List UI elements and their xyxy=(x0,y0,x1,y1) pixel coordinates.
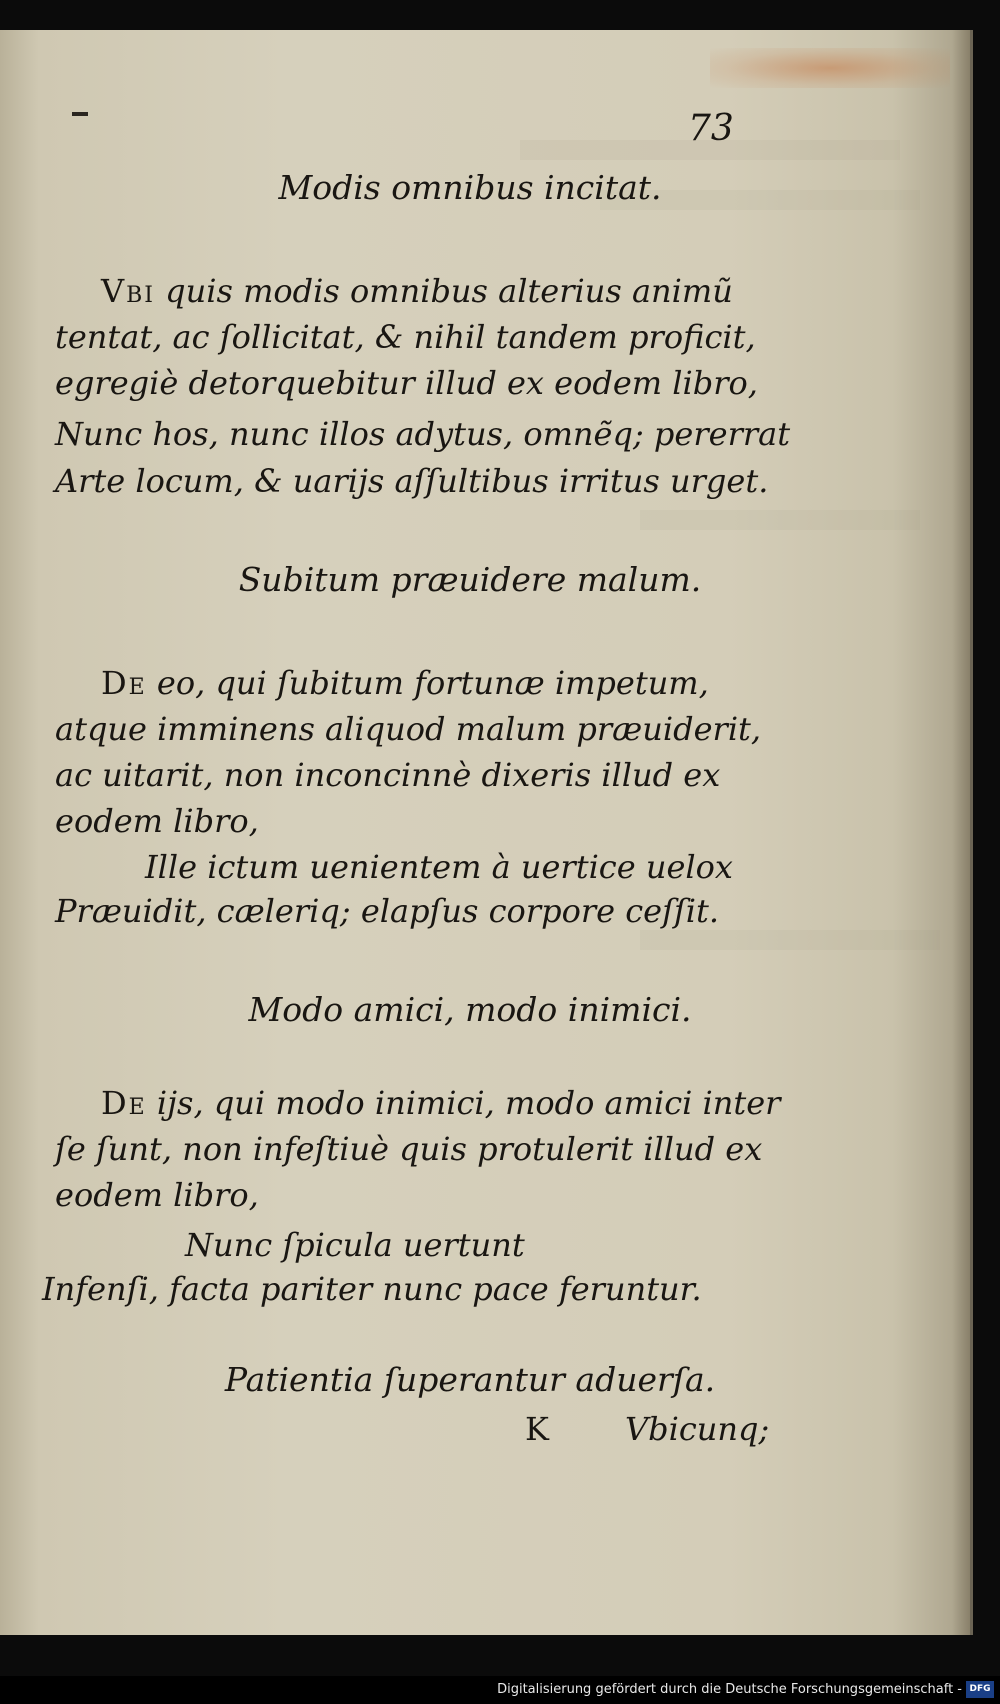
verse-line: Nunc ſpicula uertunt xyxy=(185,1226,525,1264)
paragraph-initial: Vbi xyxy=(101,272,155,310)
footer-bar xyxy=(0,1676,1000,1704)
signature-mark: K xyxy=(525,1410,549,1448)
verse-line: Arte locum, & uarijs aſſultibus irritus urget. xyxy=(55,462,769,500)
section-paragraph xyxy=(55,660,795,844)
verse-line: Præuidit, cæleriq; elapſus corpore ceſſit. xyxy=(55,892,720,930)
catchword: Vbicunq; xyxy=(625,1410,770,1448)
section-heading: Subitum præuidere malum. xyxy=(238,560,702,599)
paragraph-text: quis modis omnibus alterius animũ tentat, ac ſollicitat, & nihil tandem proficit, egregiè detorquebitur illud ex eodem libro, xyxy=(55,272,758,402)
section-heading: Modis omnibus incitat. xyxy=(278,168,662,207)
paragraph-initial: De xyxy=(101,664,147,702)
verse-line: Nunc hos, nunc illos adytus, omnẽq; pererrat xyxy=(55,415,791,453)
book-page xyxy=(0,30,973,1635)
paragraph-text: ijs, qui modo inimici, modo amici inter ſe ſunt, non infeſtiuè quis protulerit illud ex eodem libro, xyxy=(55,1084,781,1214)
section-paragraph xyxy=(55,1080,795,1218)
show-through-line xyxy=(640,510,920,530)
paper-stain xyxy=(710,48,950,88)
margin-mark xyxy=(72,112,88,116)
paragraph-text: eo, qui ſubitum fortunæ impetum, atque imminens aliquod malum præuiderit, ac uitarit, non inconcinnè dixeris illud ex eodem libro, xyxy=(55,664,762,840)
verse-line: Ille ictum uenientem à uertice uelox xyxy=(145,848,733,886)
verse-line: Infenſi, facta pariter nunc pace feruntur. xyxy=(42,1270,702,1308)
dfg-logo: DFG xyxy=(966,1681,994,1698)
footer-credit: Digitalisierung gefördert durch die Deutsche Forschungsgemeinschaft - xyxy=(497,1682,962,1697)
paragraph-initial: De xyxy=(101,1084,147,1122)
section-heading: Modo amici, modo inimici. xyxy=(248,990,692,1029)
show-through-line xyxy=(640,930,940,950)
section-paragraph xyxy=(55,268,795,406)
page-number: 73 xyxy=(688,108,734,149)
section-heading: Patientia ſuperantur aduerſa. xyxy=(224,1360,716,1399)
gutter-shadow xyxy=(952,30,970,1635)
